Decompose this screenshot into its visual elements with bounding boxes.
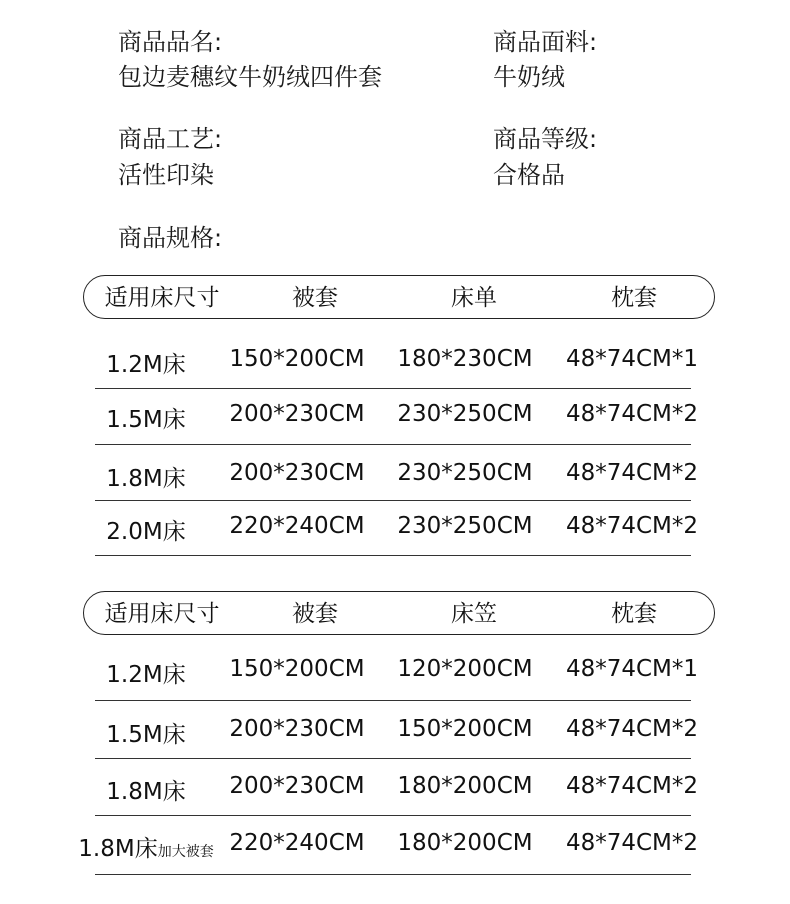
table1-row1-size: 1.2M床 — [106, 352, 186, 378]
row-divider — [95, 758, 691, 759]
table1-row2-pillow: 48*74CM*2 — [565, 401, 699, 427]
row-divider — [95, 874, 691, 875]
table2-row1-size: 1.2M床 — [106, 662, 186, 688]
table2-row2-duvet: 200*230CM — [229, 716, 365, 742]
row-divider — [95, 555, 691, 556]
table2-row4-size-suffix: 加大被套 — [157, 844, 214, 860]
table2-row1-fitted: 120*200CM — [397, 656, 533, 682]
table2-row4-pillow: 48*74CM*2 — [565, 830, 699, 856]
grade-label: 商品等级: — [493, 125, 598, 153]
table1-row4-size: 2.0M床 — [106, 519, 186, 545]
table1-row4-duvet: 220*240CM — [229, 513, 365, 539]
table2-row3-fitted: 180*200CM — [397, 773, 533, 799]
grade-value: 合格品 — [493, 161, 565, 189]
table2-row3-duvet: 200*230CM — [229, 773, 365, 799]
table1-row4-sheet: 230*250CM — [397, 513, 533, 539]
table2-header-size: 适用床尺寸 — [104, 601, 220, 627]
table1-row3-duvet: 200*230CM — [229, 460, 365, 486]
row-divider — [95, 500, 691, 501]
table1-header-duvet: 被套 — [292, 285, 338, 311]
fabric-label: 商品面料: — [493, 28, 598, 56]
table2-row4-fitted: 180*200CM — [397, 830, 533, 856]
fabric-value: 牛奶绒 — [493, 63, 565, 91]
table2-header-duvet: 被套 — [292, 601, 338, 627]
spec-label: 商品规格: — [118, 224, 223, 252]
table2-row1-pillow: 48*74CM*1 — [565, 656, 699, 682]
table1-row3-sheet: 230*250CM — [397, 460, 533, 486]
table2-header-pillow: 枕套 — [611, 601, 657, 627]
table2-row2-size: 1.5M床 — [106, 722, 186, 748]
table2-row4-size — [78, 830, 213, 863]
row-divider — [95, 388, 691, 389]
table1-header-sheet: 床单 — [451, 285, 497, 311]
row-divider — [95, 444, 691, 445]
row-divider — [95, 700, 691, 701]
table1-row2-duvet: 200*230CM — [229, 401, 365, 427]
craft-label: 商品工艺: — [118, 125, 223, 153]
table1-row4-pillow: 48*74CM*2 — [565, 513, 699, 539]
table1-row3-size: 1.8M床 — [106, 466, 186, 492]
table1-row1-duvet: 150*200CM — [229, 346, 365, 372]
table2-header-fitted: 床笠 — [451, 601, 497, 627]
table1-row2-size: 1.5M床 — [106, 407, 186, 433]
table2-row4-size-main: 1.8M床 — [78, 836, 158, 862]
table1-header-size: 适用床尺寸 — [104, 285, 220, 311]
table2-row2-pillow: 48*74CM*2 — [565, 716, 699, 742]
row-divider — [95, 815, 691, 816]
table1-row1-pillow: 48*74CM*1 — [565, 346, 699, 372]
table1-header — [83, 275, 715, 319]
craft-value: 活性印染 — [118, 161, 214, 189]
table2-header — [83, 591, 715, 635]
table2-row3-pillow: 48*74CM*2 — [565, 773, 699, 799]
table1-row2-sheet: 230*250CM — [397, 401, 533, 427]
table1-header-pillow: 枕套 — [611, 285, 657, 311]
table2-row4-duvet: 220*240CM — [229, 830, 365, 856]
table1-row1-sheet: 180*230CM — [397, 346, 533, 372]
product-name-value: 包边麦穗纹牛奶绒四件套 — [118, 63, 382, 91]
product-name-label: 商品品名: — [118, 28, 223, 56]
table2-row2-fitted: 150*200CM — [397, 716, 533, 742]
table2-row1-duvet: 150*200CM — [229, 656, 365, 682]
table2-row3-size: 1.8M床 — [106, 779, 186, 805]
table1-row3-pillow: 48*74CM*2 — [565, 460, 699, 486]
